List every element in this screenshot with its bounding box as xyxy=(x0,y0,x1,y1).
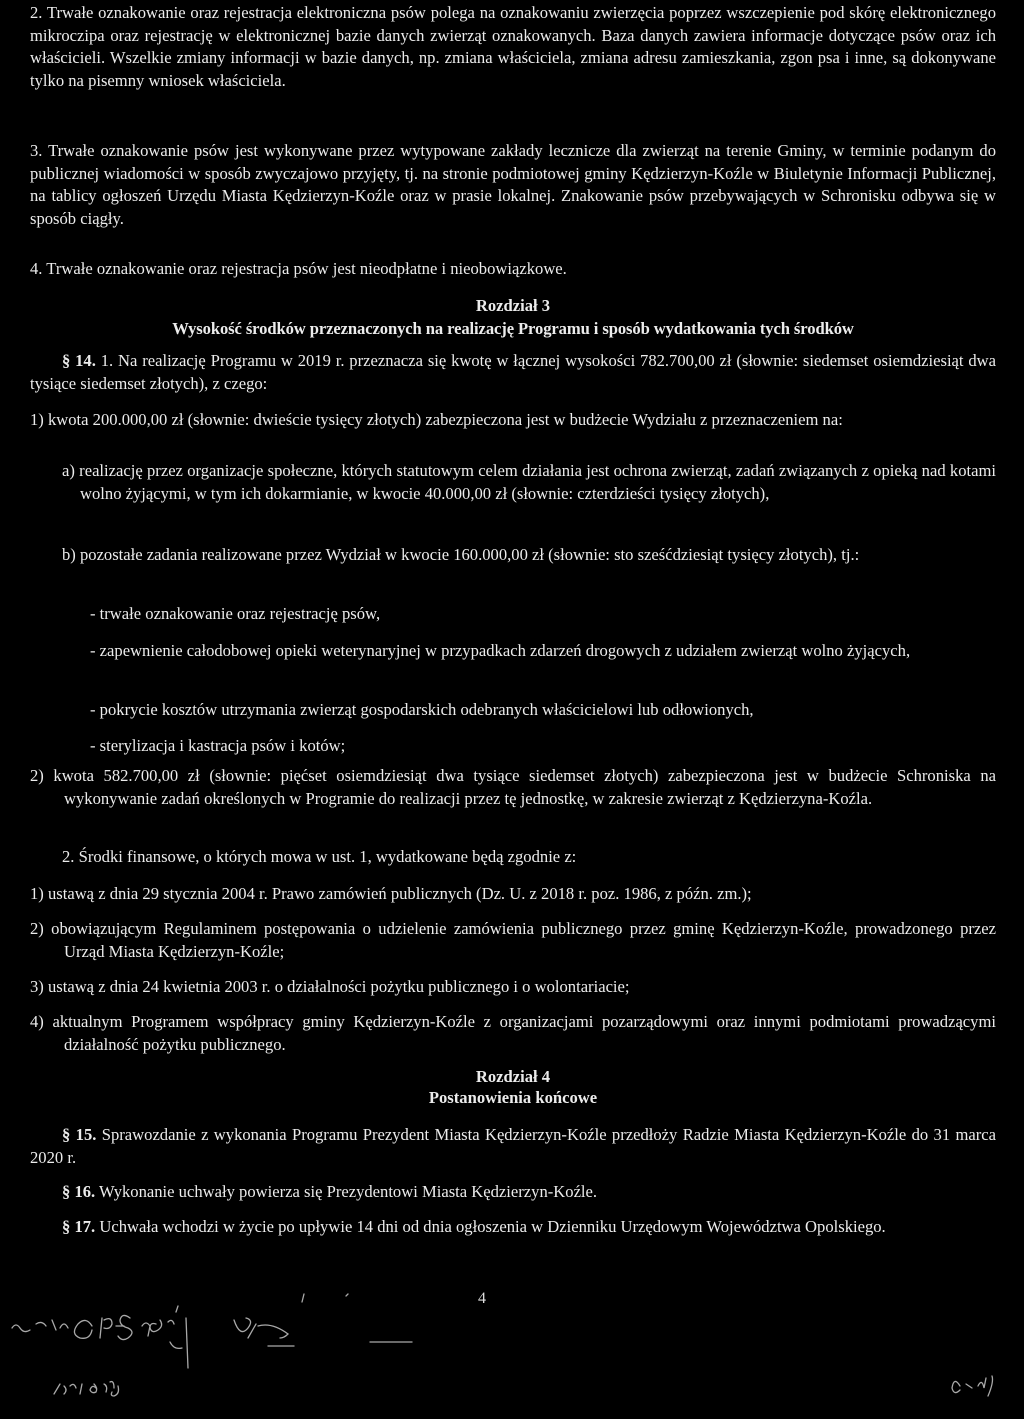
bullet-item xyxy=(90,735,996,758)
paragraph-3: 3. Trwałe oznakowanie psów jest wykonywane przez wytypowane zakłady lecznicze dla zwierząt na terenie Gminy, w terminie podanym do publicznej wiadomości w sposób zwyczajowo przyjęty, tj. na stronie podmiotowej gminy Kędzierzyn-Koźle w Biuletynie Informacji Publicznej, na tablicy ogłoszeń Urzędu Miasta Kędzierzyn-Koźle oraz w prasie lokalnej. Znakowanie psów przebywających w Schronisku odbywa się w sposób ciągły. xyxy=(30,141,996,228)
bullet-text: - sterylizacja i kastracja psów i kotów; xyxy=(90,736,346,755)
bullet-item xyxy=(90,699,996,722)
law-item: 3) ustawą z dnia 24 kwietnia 2003 r. o działalności pożytku publicznego i o wolontariacie; xyxy=(30,977,630,996)
page-number: 4 xyxy=(478,1290,486,1307)
section-16-text: Wykonanie uchwały powierza się Prezydentowi Miasta Kędzierzyn-Koźle. xyxy=(99,1182,598,1201)
section-15-text: Sprawozdanie z wykonania Programu Prezydent Miasta Kędzierzyn-Koźle przedłoży Radzie Miasta Kędzierzyn-Koźle do 31 marca 2020 r. xyxy=(30,1125,996,1167)
section-14-paragraph-2 xyxy=(30,846,996,869)
law-item: 1) ustawą z dnia 29 stycznia 2004 r. Prawo zamówień publicznych (Dz. U. z 2018 r. poz. 1986, z późn. zm.); xyxy=(30,884,752,903)
item-1a xyxy=(62,460,996,505)
law-item-text: 2) obowiązującym Regulaminem postępowania o udzielenie zamówienia publicznego przez gminę Kędzierzyn-Koźle, prowadzonego przez Urząd Miasta Kędzierzyn-Koźle; xyxy=(30,919,996,961)
bullet-item xyxy=(90,603,996,626)
section-15-sign: § 15. xyxy=(62,1125,97,1144)
chapter-3-heading: Rozdział 3 xyxy=(475,296,551,315)
paragraph-4: 4. Trwałe oznakowanie oraz rejestracja psów jest nieodpłatne i nieobowiązkowe. xyxy=(30,259,567,278)
item-2 xyxy=(30,765,996,810)
law-item xyxy=(30,918,996,963)
section-14-sign: § 14. xyxy=(62,351,96,370)
section-14-text: 1. Na realizację Programu w 2019 r. przeznacza się kwotę w łącznej wysokości 782.700,00 zł (słownie: siedemset osiemdziesiąt dwa tysiące siedemset złotych), z czego: xyxy=(30,351,997,393)
section-17-sign: § 17. xyxy=(62,1217,96,1236)
section-14-paragraph-2-text: 2. Środki finansowe, o których mowa w ust. 1, wydatkowane będą zgodnie z: xyxy=(62,847,577,866)
section-17-text: Uchwała wchodzi w życie po upływie 14 dni od dnia ogłoszenia w Dzienniku Urzędowym Województwa Opolskiego. xyxy=(99,1217,886,1236)
item-1: 1) kwota 200.000,00 zł (słownie: dwieście tysięcy złotych) zabezpieczona jest w budżecie Wydziału z przeznaczeniem na: xyxy=(30,410,843,429)
chapter-4-title: Postanowienia końcowe xyxy=(428,1088,598,1107)
section-16-sign: § 16. xyxy=(62,1182,96,1201)
section-17 xyxy=(30,1216,996,1239)
chapter-3-title: Wysokość środków przeznaczonych na realizację Programu i sposób wydatkowania tych środków xyxy=(172,319,854,338)
bullet-text: - trwałe oznakowanie oraz rejestrację psów, xyxy=(90,604,381,623)
item-1b xyxy=(62,544,996,567)
section-16 xyxy=(30,1181,996,1204)
paragraph-2: 2. Trwałe oznakowanie oraz rejestracja elektroniczna psów polega na oznakowaniu zwierzęcia poprzez wszczepienie pod skórę elektronicznego mikroczipa oraz rejestrację w elektronicznej bazie danych zwierząt oznakowanych. Baza danych zawiera informacje dotyczące psów oraz ich właścicieli. Wszelkie zmiany informacji w bazie danych, np. zmiana właściciela, zmiana adresu zamieszkania, zgon psa i inne, są dokonywane tylko na pisemny wniosek właściciela. xyxy=(30,3,996,90)
handwritten-signatures xyxy=(0,1290,1024,1419)
bullet-text: - pokrycie kosztów utrzymania zwierząt gospodarskich odebranych właścicielowi lub odłowionych, xyxy=(90,700,754,719)
bullet-item xyxy=(90,640,996,663)
law-item-text: 4) aktualnym Programem współpracy gminy Kędzierzyn-Koźle z organizacjami pozarządowymi oraz innymi podmiotami prowadzącymi działalność pożytku publicznego. xyxy=(30,1012,996,1054)
bullet-text: - zapewnienie całodobowej opieki weterynaryjnej w przypadkach zdarzeń drogowych z udziałem zwierząt wolno żyjących, xyxy=(90,641,911,660)
item-1a-text: a) realizację przez organizacje społeczne, których statutowym celem działania jest ochrona zwierząt, zadań związanych z opieką nad kotami wolno żyjącymi, w tym ich dokarmianie, w kwocie 40.000,00 zł (słownie: czterdzieści tysięcy złotych), xyxy=(62,461,996,503)
law-item xyxy=(30,1011,996,1056)
item-1b-text: b) pozostałe zadania realizowane przez Wydział w kwocie 160.000,00 zł (słownie: sto sześćdziesiąt tysięcy złotych), tj.: xyxy=(62,545,860,564)
section-14-intro xyxy=(30,350,996,395)
section-15 xyxy=(30,1124,996,1169)
item-2-text: 2) kwota 582.700,00 zł (słownie: pięćset osiemdziesiąt dwa tysiące siedemset złotych) zabezpieczona jest w budżecie Schroniska na wykonywanie zadań określonych w Programie do realizacji przez tę jednostkę, w zakresie zwierząt z Kędzierzyna-Koźla. xyxy=(30,766,996,808)
chapter-4-heading: Rozdział 4 xyxy=(475,1067,551,1086)
